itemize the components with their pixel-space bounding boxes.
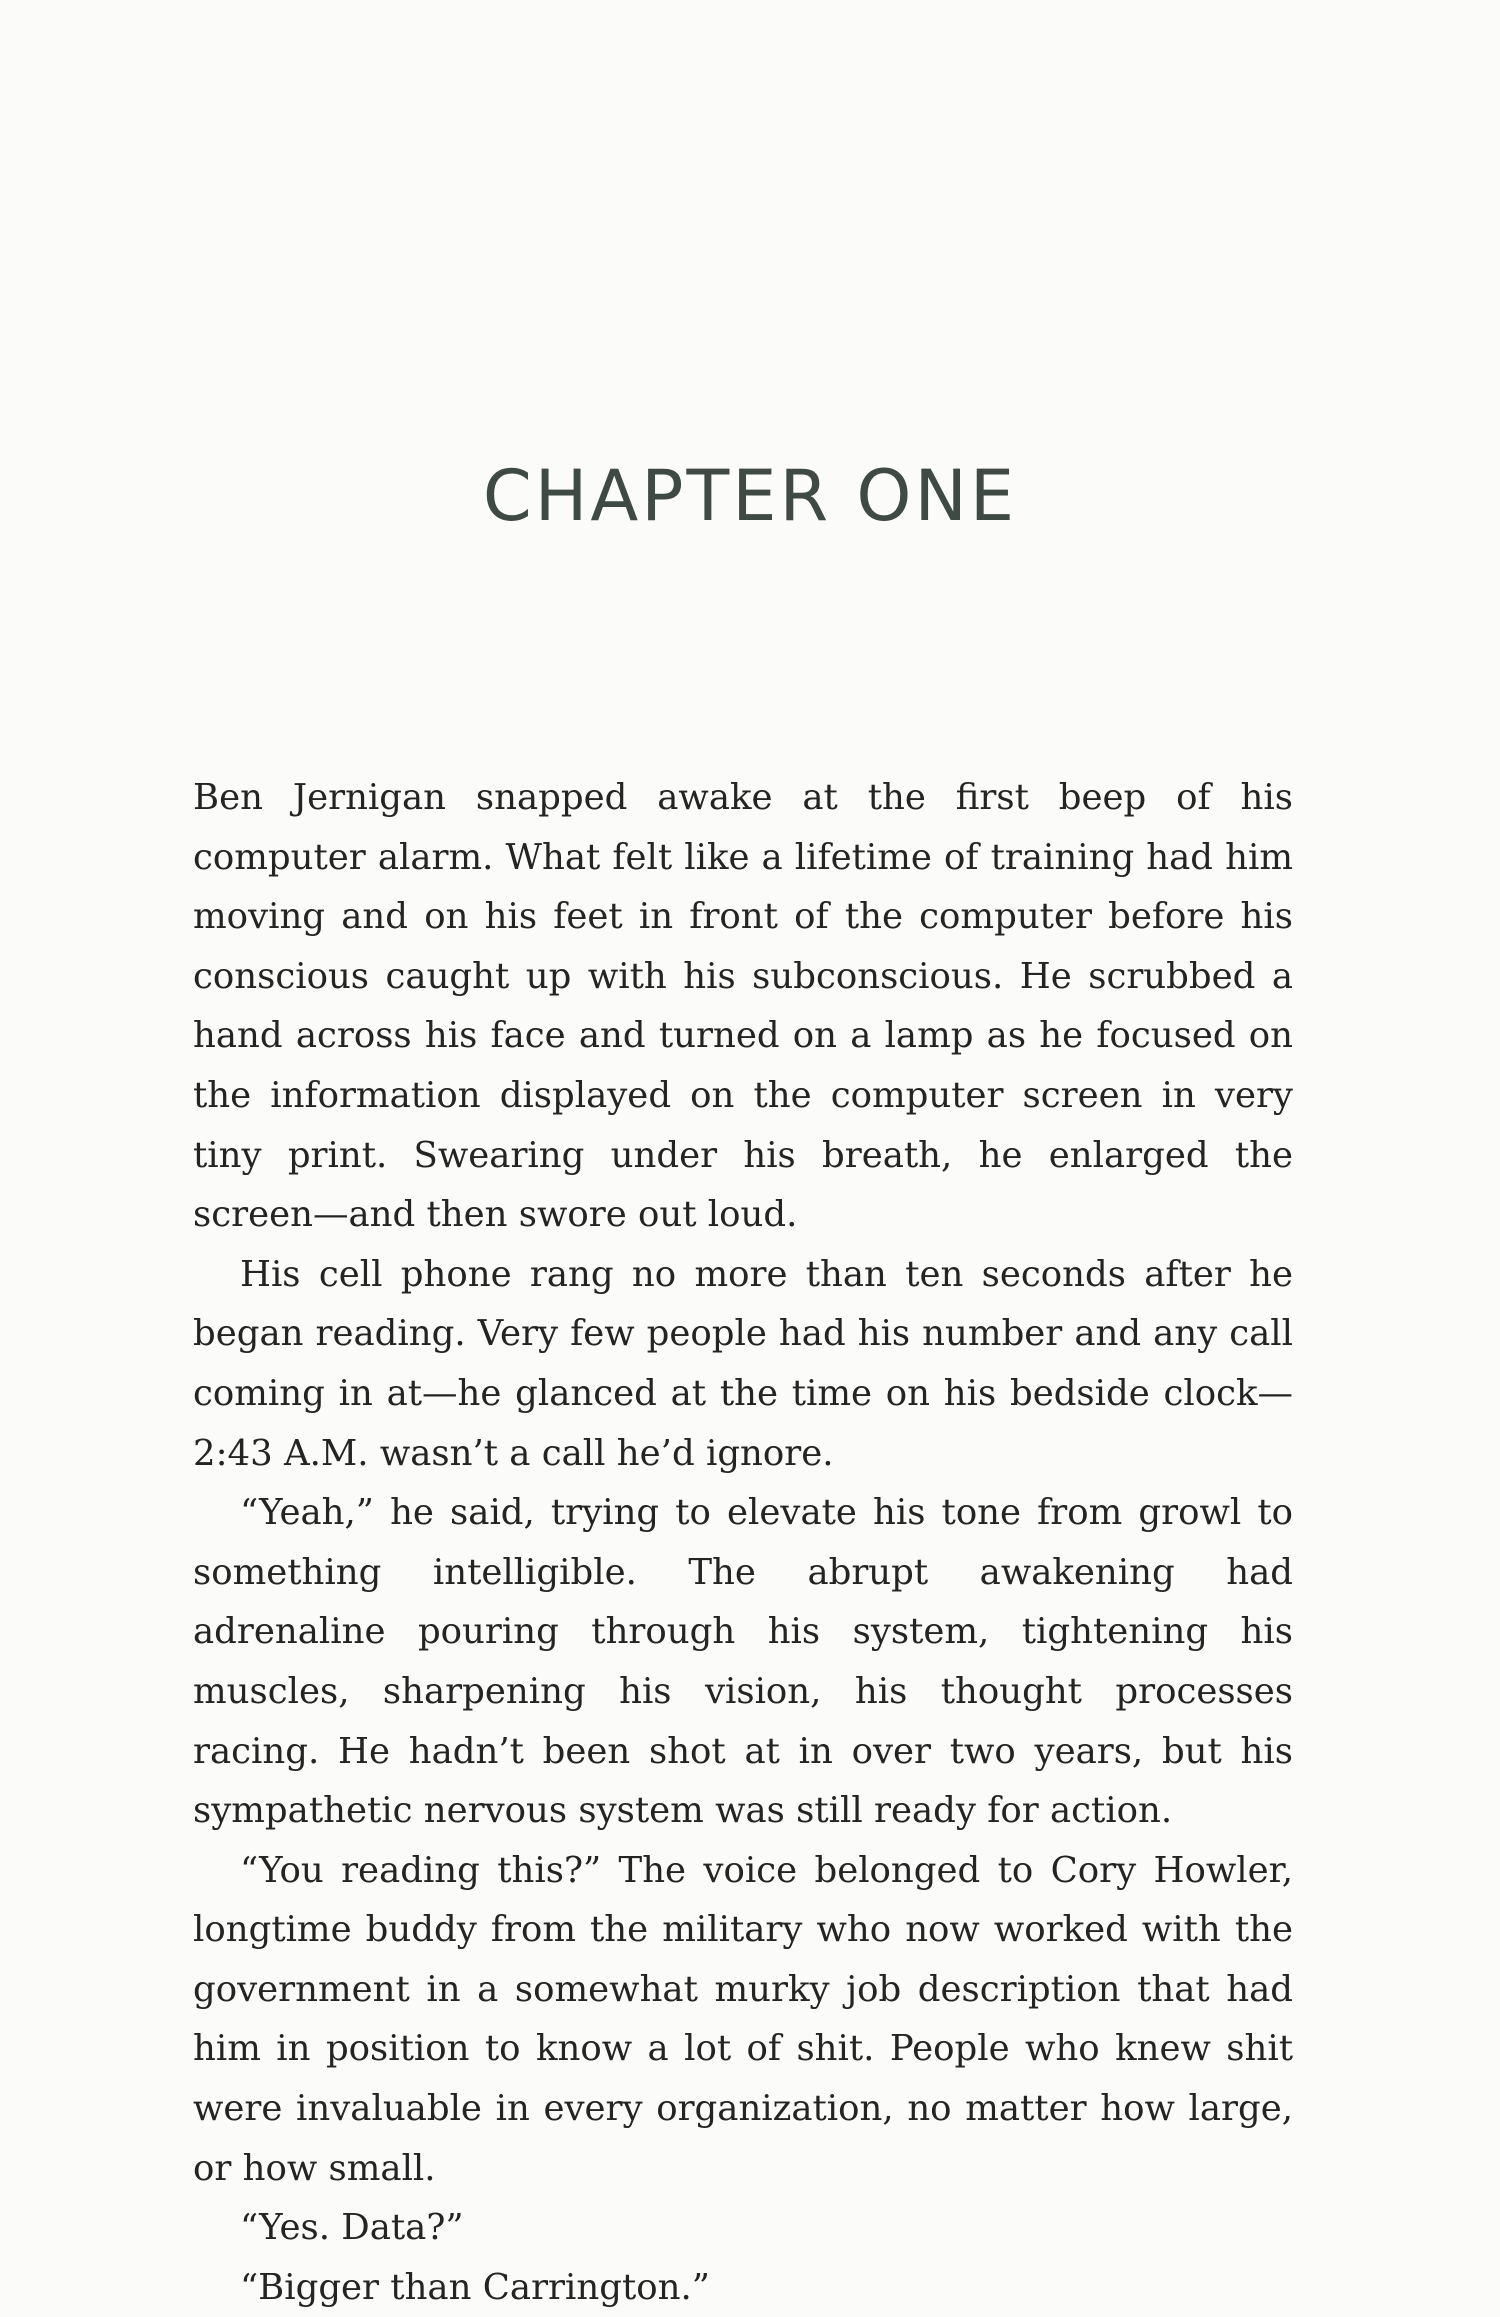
paragraph: “Yes. Data?” [240,2207,464,2249]
paragraph: Ben Jernigan snapped awake at the first beep of his computer alarm. What felt like a lifetime of training had him moving and on his feet in front of the computer before his conscious caught up with his subconscious. He scrubbed a hand across his face and turned on a lamp as he focused on the information displayed on the computer screen in very tiny print. Swearing under his breath, he enlarged the screen—and then swore out loud. [193,777,1293,1236]
paragraph: “Yeah,” he said, trying to elevate his tone from growl to something intelligible. The abrupt awakening had adrenaline pouring through his system, tightening his muscles, sharpening his vision, his thought processes racing. He hadn’t been shot at in over two years, but his sympathetic nervous system was still ready for action. [193,1492,1293,1832]
chapter-title: CHAPTER ONE [482,455,1018,537]
paragraph: “You reading this?” The voice belonged to Cory Howler, longtime buddy from the military who now worked with the government in a somewhat murky job description that had him in position to know a lot of shit. People who knew shit were invaluable in every organization, no matter how large, or how small. [193,1849,1293,2189]
paragraph: “Bigger than Carrington.” [240,2266,710,2308]
paragraph: His cell phone rang no more than ten seconds after he began reading. Very few people had his number and any call coming in at—he glanced at the time on his bedside clock—2:43 A.M. wasn’t a call he’d ignore. [193,1253,1293,1474]
chapter-body [193,768,1293,2317]
